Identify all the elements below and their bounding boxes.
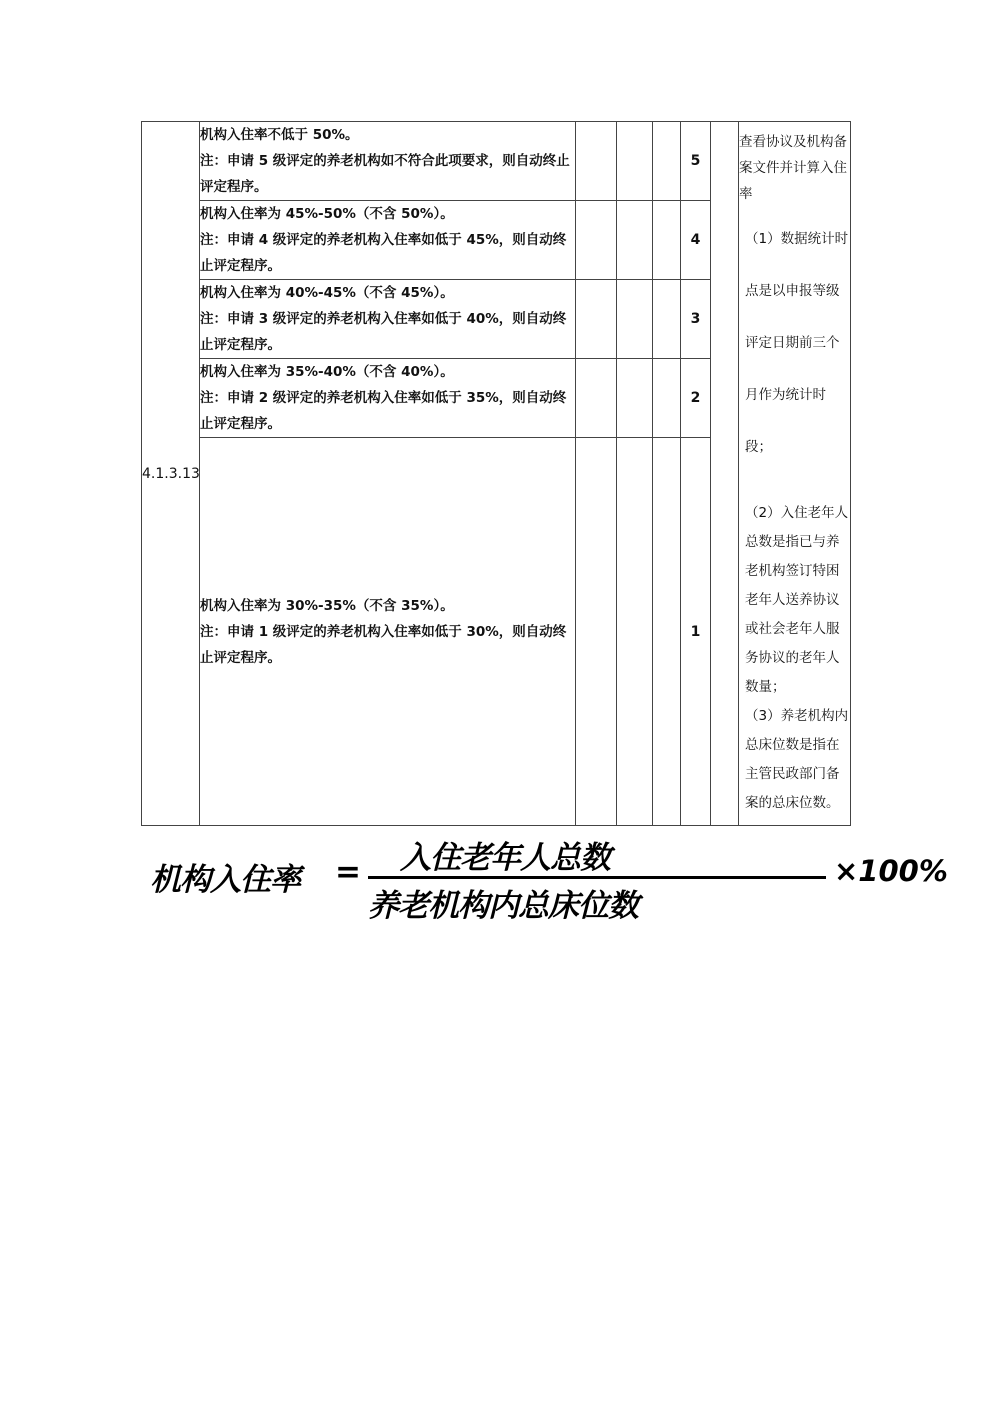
requirement-note: 注：申请 2 级评定的养老机构入住率如低于 35%，则自动终止评定程序。 [200,390,567,432]
empty-cell [617,280,653,359]
method-note-3: （3）养老机构内总床位数是指在主管民政部门备案的总床位数。 [745,708,849,811]
method-note-2: （2）入住老年人总数是指已与养老机构签订特困老年人送养协议或社会老年人服务协议的老年人数量； [745,505,849,695]
empty-cell [576,201,617,280]
empty-cell [653,201,681,280]
requirement-cell [200,280,576,359]
requirement-text: 机构入住率为 40%-45%（不含 45%）。 [200,285,454,301]
empty-cell [653,122,681,201]
empty-cell [617,438,653,826]
requirement-note: 注：申请 5 级评定的养老机构如不符合此项要求，则自动终止评定程序。 [200,153,570,195]
fraction-bar [368,876,826,879]
score-cell: 3 [681,280,711,359]
method-intro: 查看协议及机构备案文件并计算入住率 [739,134,847,202]
occupancy-rate-formula [150,832,948,924]
empty-cell [617,201,653,280]
empty-cell [653,280,681,359]
score-cell: 4 [681,201,711,280]
requirement-text: 机构入住率为 30%-35%（不含 35%）。 [200,597,454,614]
empty-cell [653,359,681,438]
requirement-text: 机构入住率为 45%-50%（不含 50%）。 [200,206,454,222]
empty-cell [576,122,617,201]
formula-denominator: 养老机构内总床位数 [368,888,638,924]
method-note-1: （1）数据统计时点是以申报等级评定日期前三个月作为统计时段； [745,231,849,455]
formula-lhs: 机构入住率 [150,862,300,898]
formula-numerator: 入住老年人总数 [400,840,610,876]
score-cell: 1 [681,438,711,826]
table-row [142,122,851,201]
formula-equals: = [335,854,361,890]
formula-multiplier: ×100% [834,854,948,888]
empty-cell [711,122,739,826]
evaluation-table [141,121,851,826]
item-number: 4.1.3.13 [142,122,200,826]
requirement-cell [200,359,576,438]
empty-cell [653,438,681,826]
requirement-note: 注：申请 3 级评定的养老机构入住率如低于 40%，则自动终止评定程序。 [200,311,567,353]
requirement-text: 机构入住率为 35%-40%（不含 40%）。 [200,364,454,380]
empty-cell [617,122,653,201]
empty-cell [576,359,617,438]
method-cell [739,122,851,826]
empty-cell [576,280,617,359]
empty-cell [576,438,617,826]
empty-cell [617,359,653,438]
requirement-note: 注：申请 4 级评定的养老机构入住率如低于 45%，则自动终止评定程序。 [200,232,567,274]
requirement-cell [200,438,576,826]
requirement-cell [200,122,576,201]
requirement-note: 注：申请 1 级评定的养老机构入住率如低于 30%，则自动终止评定程序。 [200,623,567,666]
requirement-cell [200,201,576,280]
score-cell: 2 [681,359,711,438]
score-cell: 5 [681,122,711,201]
requirement-text: 机构入住率不低于 50%。 [200,127,359,143]
